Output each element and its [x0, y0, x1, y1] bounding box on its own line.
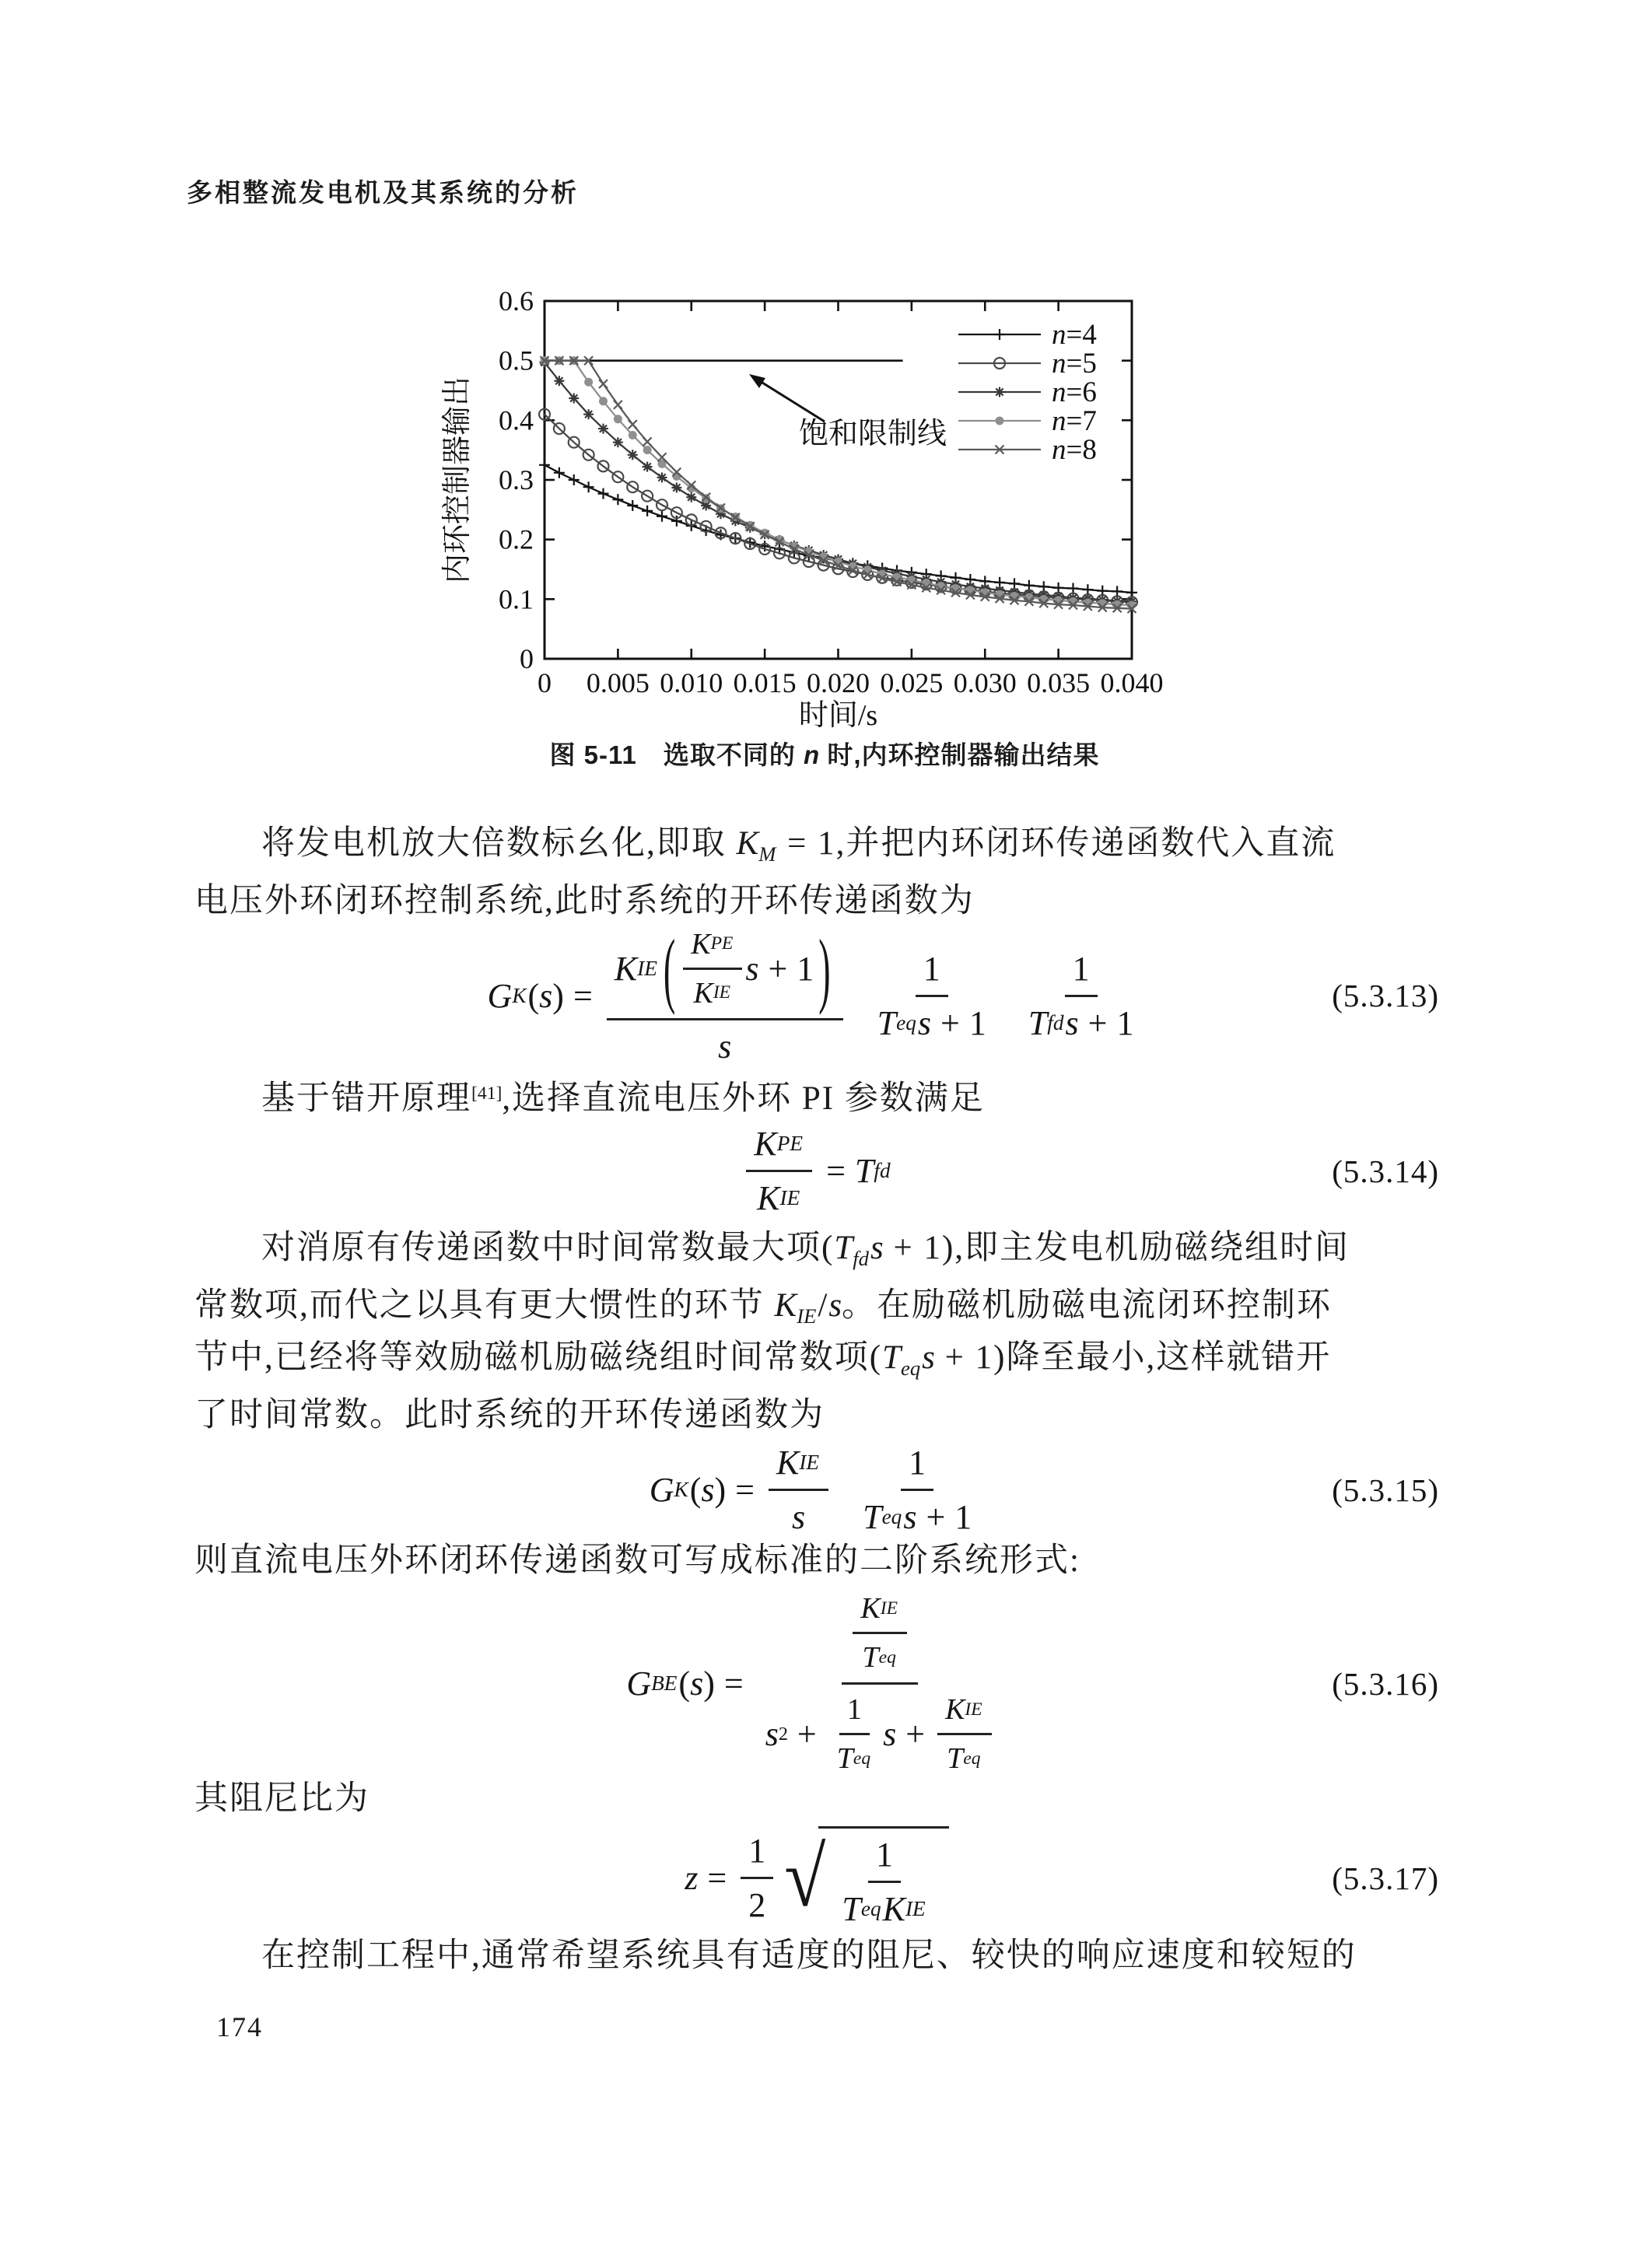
equation-body: G K ( s ) = K IE ( K PE K IE s + 1 ) s 1 T eq s + 1 1 T fd s + 1 [487, 922, 1134, 1066]
svg-text:n=6: n=6 [1052, 376, 1097, 408]
equation-body: G BE ( s ) = K IE T eq s 2 + 1 T eq s + K IE T eq [626, 1588, 1007, 1779]
equation-number: (5.3.15) [1332, 1472, 1439, 1508]
svg-text:0.035: 0.035 [1027, 667, 1091, 698]
paragraph-line: 对消原有传递函数中时间常数最大项$(T_{fd}s + 1)$,即主发电机励磁绕组时间 [261, 1230, 1350, 1271]
equation-5-3-13 [194, 922, 1439, 1066]
paragraph-line: 电压外环闭环控制系统,此时系统的开环传递函数为 [194, 883, 975, 919]
svg-text:0.6: 0.6 [499, 285, 534, 317]
running-head: 多相整流发电机及其系统的分析 [187, 178, 579, 207]
equation-number: (5.3.13) [1332, 978, 1439, 1013]
svg-text:0.020: 0.020 [807, 667, 870, 698]
figure-caption: 图 5-11 选取不同的 n 时,内环控制器输出结果 [549, 740, 1100, 769]
paragraph-line: 将发电机放大倍数标幺化,即取 $K_M = 1$,并把内环闭环传递函数代入直流 [261, 825, 1336, 866]
svg-text:0.010: 0.010 [660, 667, 723, 698]
equation-body: G K ( s ) = K IE s 1 T eq s + 1 [650, 1441, 985, 1538]
equation-5-3-16 [194, 1592, 1439, 1775]
svg-text:0.005: 0.005 [586, 667, 650, 698]
svg-text:0: 0 [538, 667, 552, 698]
svg-text:0.015: 0.015 [733, 667, 797, 698]
svg-text:0.5: 0.5 [499, 345, 534, 376]
svg-text:0.025: 0.025 [880, 667, 944, 698]
svg-text:n=5: n=5 [1052, 348, 1097, 380]
svg-text:0.4: 0.4 [499, 404, 534, 436]
equation-5-3-17 [194, 1829, 1439, 1927]
equation-5-3-14 [194, 1126, 1439, 1216]
equation-number: (5.3.17) [1332, 1860, 1439, 1896]
paragraph-line: 基于错开原理[41],选择直流电压外环 PI 参数满足 [261, 1080, 985, 1117]
equation-5-3-15 [194, 1445, 1439, 1535]
chart-canvas [436, 282, 1213, 729]
svg-text:0.1: 0.1 [499, 583, 534, 615]
equation-body: K PE K IE = T fd [741, 1122, 891, 1220]
paragraph-line: 则直流电压外环闭环传递函数可写成标准的二阶系统形式: [194, 1542, 1080, 1579]
svg-text:内环控制器输出: 内环控制器输出 [441, 376, 474, 584]
svg-text:饱和限制线: 饱和限制线 [799, 418, 947, 450]
paragraph-line: 常数项,而代之以具有更大惯性的环节 $K_{IE}/s$。在励磁机励磁电流闭环控制环 [194, 1287, 1333, 1328]
figure-chart [436, 282, 1213, 729]
svg-text:0.030: 0.030 [953, 667, 1017, 698]
page-number: 174 [216, 2011, 263, 2042]
paragraph-line: 节中,已经将等效励磁机励磁绕组时间常数项$(T_{eq}s + 1)$降至最小,这样就错开 [194, 1339, 1332, 1381]
equation-body: z = $\frac{1}{2}$ √ 1 T eq K IE [685, 1826, 948, 1930]
paragraph-line: 其阻尼比为 [194, 1780, 369, 1817]
square-root: √ 1 T eq K IE [784, 1826, 948, 1930]
svg-text:0.2: 0.2 [499, 523, 534, 555]
paragraph-line: 了时间常数。此时系统的开环传递函数为 [194, 1397, 825, 1433]
svg-text:n=4: n=4 [1052, 319, 1097, 351]
svg-text:0: 0 [520, 643, 534, 674]
paragraph-line: 在控制工程中,通常希望系统具有适度的阻尼、较快的响应速度和较短的 [261, 1937, 1357, 1974]
equation-number: (5.3.14) [1332, 1153, 1439, 1189]
equation-number: (5.3.16) [1332, 1665, 1439, 1702]
svg-text:时间/s: 时间/s [798, 699, 878, 729]
svg-text:n=8: n=8 [1052, 434, 1097, 466]
svg-text:n=7: n=7 [1052, 405, 1097, 437]
svg-text:0.3: 0.3 [499, 464, 534, 495]
svg-text:0.040: 0.040 [1100, 667, 1164, 698]
